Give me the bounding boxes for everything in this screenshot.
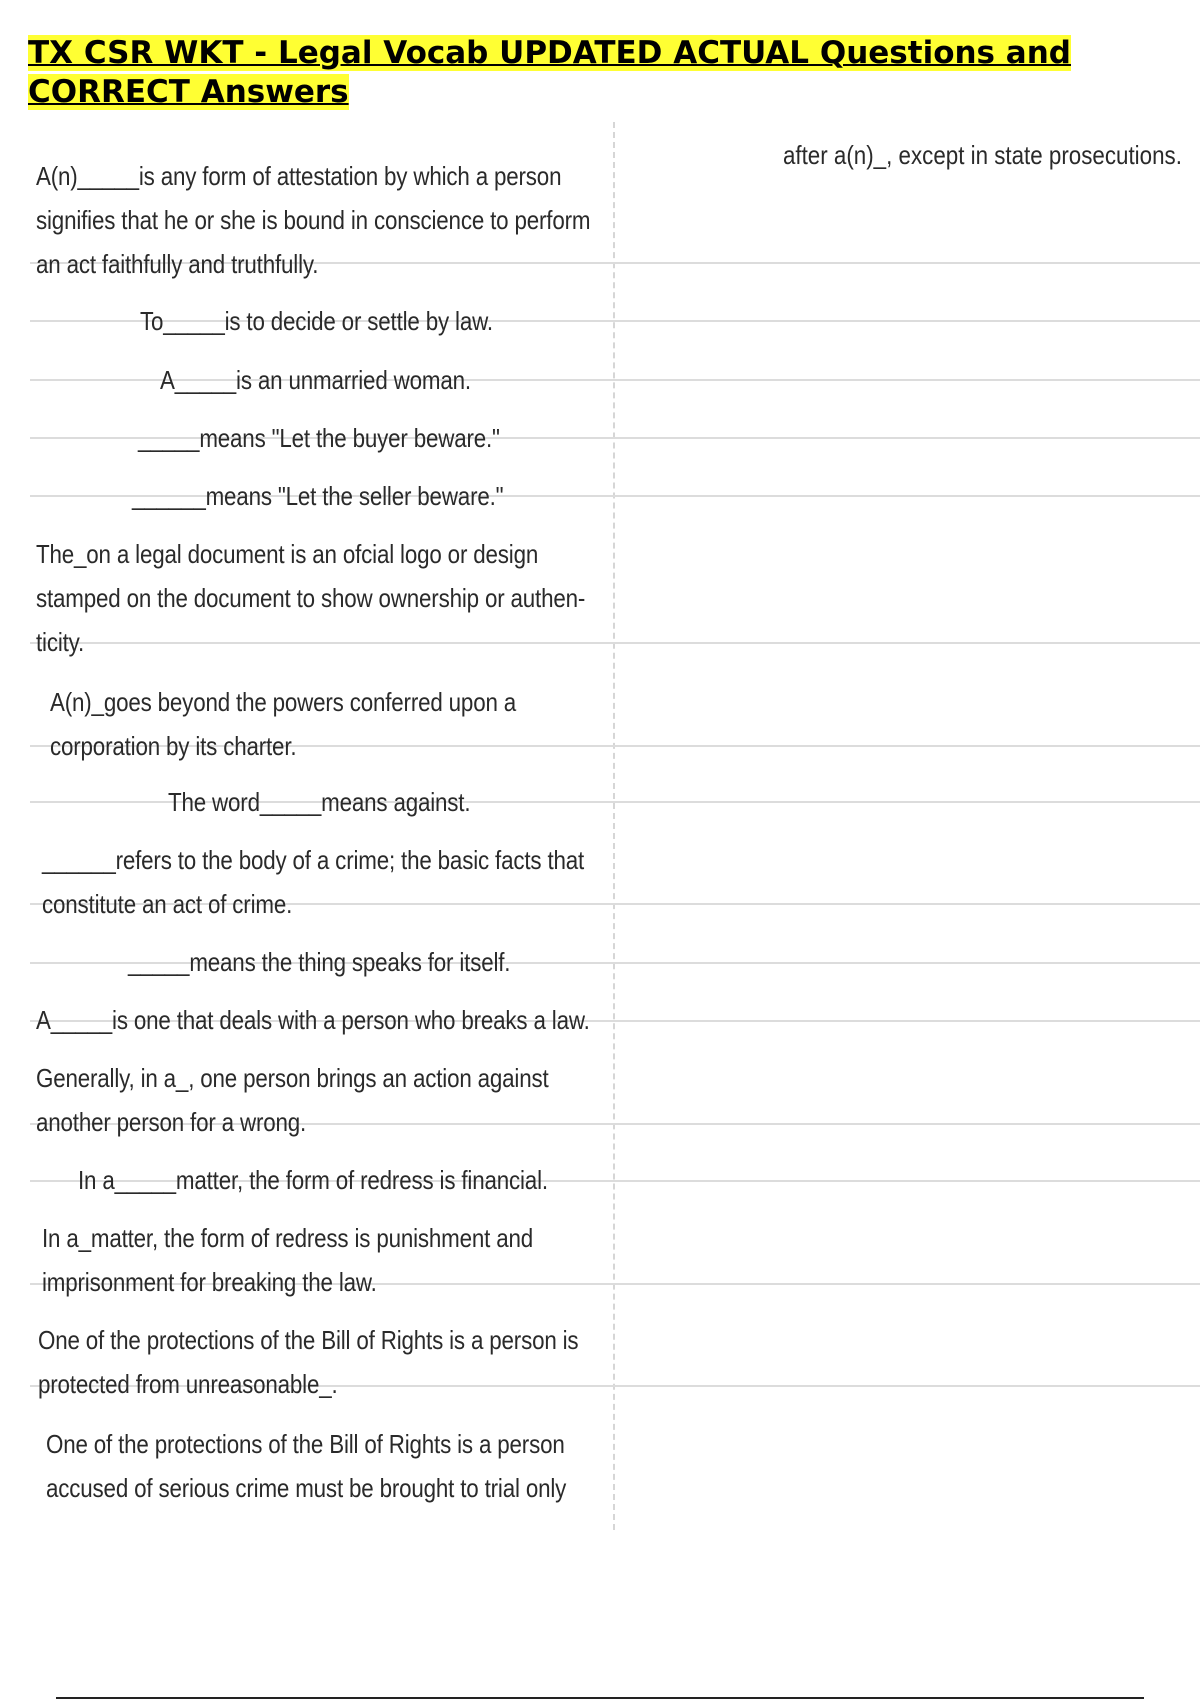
question-text: In a_matter, the form of redress is punishment and imprisonment for breaking the law.: [42, 1223, 534, 1297]
question-text: To_____is to decide or settle by law.: [140, 306, 493, 336]
question-text: _____means "Let the buyer beware.": [138, 423, 500, 453]
question-text: A(n)_____is any form of attestation by which a person signifies that he or she is bound in conscience to perform an act faithfully and truthfully.: [36, 161, 591, 279]
footer-rule: [56, 1697, 1144, 1699]
question-text: ______refers to the body of a crime; the basic facts that constitute an act of crime.: [42, 845, 585, 919]
question-text: One of the protections of the Bill of Rights is a person is protected from unreasonable_.: [38, 1325, 579, 1399]
question-text: In a_____matter, the form of redress is financial.: [78, 1165, 548, 1195]
question-text: Generally, in a_, one person brings an action against another person for a wrong.: [36, 1063, 549, 1137]
answer-text: after a(n)_, except in state prosecutions.: [783, 140, 1182, 170]
question-text: ______means "Let the seller beware.": [132, 481, 504, 511]
question-text: A_____is one that deals with a person who breaks a law.: [36, 1005, 590, 1035]
question-text: The word_____means against.: [168, 787, 471, 817]
document-title: TX CSR WKT - Legal Vocab UPDATED ACTUAL Questions and CORRECT Answers: [28, 35, 1071, 110]
column-divider: [613, 122, 615, 1530]
question-text: A_____is an unmarried woman.: [160, 365, 471, 395]
question-text: The_on a legal document is an ofcial logo or design stamped on the document to show ownership or authen- ticity.: [36, 539, 586, 657]
question-text: A(n)_goes beyond the powers conferred upon a corporation by its charter.: [50, 687, 517, 761]
question-text: One of the protections of the Bill of Rights is a person accused of serious crime must be brought to trial only: [46, 1429, 567, 1503]
question-text: _____means the thing speaks for itself.: [128, 947, 511, 977]
